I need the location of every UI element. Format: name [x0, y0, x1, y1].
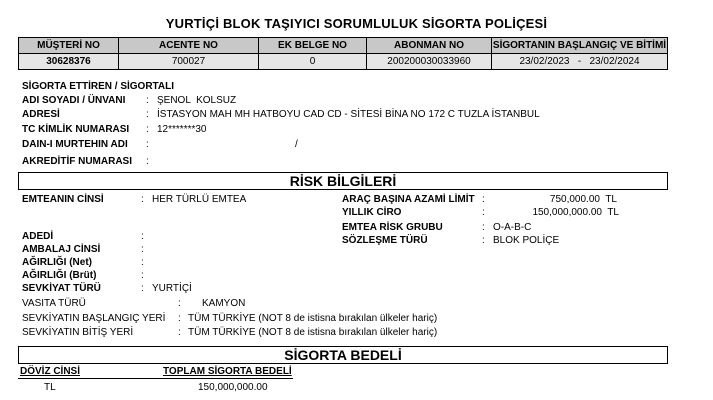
goods-type-sep: : — [141, 194, 144, 205]
insured-tc-label: TC KİMLİK NUMARASI — [22, 124, 130, 135]
insured-name-value: ŞENOL KOLSUZ — [157, 95, 237, 106]
start-location-label: SEVKİYATIN BAŞLANGIÇ YERİ — [22, 313, 166, 324]
header-table-columns — [19, 38, 668, 54]
end-location-value: TÜM TÜRKİYE (NOT 8 de istisna bırakılan ülkeler hariç) — [188, 327, 438, 338]
col-subscription-no: ABONMAN NO — [367, 38, 492, 54]
col-policy-period: SİGORTANIN BAŞLANGIÇ VE BİTİMİ — [492, 38, 668, 54]
letter-of-credit-label: AKREDİTİF NUMARASI — [22, 156, 132, 167]
packaging-label: AMBALAJ CİNSİ — [22, 244, 101, 255]
vehicle-type-label: VASITA TÜRÜ — [22, 298, 86, 309]
insured-address-value: İSTASYON MAH MH HATBOYU CAD CD - SİTESİ BİNA NO 172 C TUZLA İSTANBUL — [157, 109, 540, 120]
policy-header-table — [18, 37, 668, 70]
contract-type-value: BLOK POLİÇE — [493, 235, 560, 246]
policy-period-value: 23/02/2023 - 23/02/2024 — [492, 54, 668, 70]
annual-turnover-value: 150,000,000.00 TL — [532, 207, 619, 218]
vehicle-limit-value: 750,000.00 TL — [549, 194, 617, 205]
vehicle-limit-label: ARAÇ BAŞINA AZAMİ LİMİT — [342, 194, 475, 205]
insured-address-label: ADRESİ — [22, 109, 60, 120]
net-weight-sep: : — [141, 257, 144, 268]
pledgee-slash: / — [295, 139, 298, 150]
risk-group-label: EMTEA RİSK GRUBU — [342, 222, 443, 233]
packaging-sep: : — [141, 244, 144, 255]
agent-no-value: 700027 — [119, 54, 259, 70]
quantity-sep: : — [141, 231, 144, 242]
end-location-sep: : — [178, 327, 181, 338]
col-endorsement-no: EK BELGE NO — [259, 38, 367, 54]
pledgee-sep: : — [146, 139, 149, 150]
sum-insured-divider — [18, 378, 293, 379]
risk-group-value: O-A-B-C — [493, 222, 532, 233]
letter-of-credit-sep: : — [146, 156, 149, 167]
customer-no-value: 30628376 — [19, 54, 119, 70]
vehicle-limit-sep: : — [482, 194, 485, 205]
total-sum-value: 150,000,000.00 — [198, 382, 268, 393]
shipment-type-label: SEVKİYAT TÜRÜ — [22, 283, 101, 294]
currency-header: DÖVİZ CİNSİ — [20, 366, 81, 377]
vehicle-type-value: KAMYON — [202, 298, 246, 309]
insured-address-sep: : — [146, 109, 149, 120]
annual-turnover-label: YILLIK CİRO — [342, 207, 402, 218]
insured-tc-value: 12*******30 — [157, 124, 207, 135]
goods-type-value: HER TÜRLÜ EMTEA — [152, 194, 247, 205]
annual-turnover-sep: : — [482, 207, 485, 218]
policy-title: YURTİÇİ BLOK TAŞIYICI SORUMLULUK SİGORTA POLİÇESİ — [165, 16, 548, 31]
goods-type-label: EMTEANIN CİNSİ — [22, 194, 104, 205]
insured-name-sep: : — [146, 95, 149, 106]
start-location-sep: : — [178, 313, 181, 324]
insured-section-label: SİGORTA ETTİREN / SİGORTALI — [22, 81, 175, 92]
net-weight-label: AĞIRLIĞI (Net) — [22, 257, 92, 268]
risk-section-heading: RİSK BİLGİLERİ — [18, 172, 668, 190]
col-customer-no: MÜŞTERİ NO — [19, 38, 119, 54]
col-agent-no: ACENTE NO — [119, 38, 259, 54]
quantity-label: ADEDİ — [22, 231, 54, 242]
contract-type-label: SÖZLEŞME TÜRÜ — [342, 235, 428, 246]
vehicle-type-sep: : — [178, 298, 181, 309]
total-sum-header: TOPLAM SİGORTA BEDELİ — [163, 366, 292, 377]
insured-name-label: ADI SOYADI / ÜNVANI — [22, 95, 126, 106]
shipment-type-sep: : — [141, 283, 144, 294]
gross-weight-sep: : — [141, 270, 144, 281]
endorsement-no-value: 0 — [259, 54, 367, 70]
sum-insured-heading: SİGORTA BEDELİ — [18, 346, 668, 364]
risk-group-sep: : — [482, 222, 485, 233]
pledgee-label: DAIN-I MURTEHIN ADI — [22, 139, 128, 150]
currency-value: TL — [44, 382, 56, 393]
start-location-value: TÜM TÜRKİYE (NOT 8 de istisna bırakılan ülkeler hariç) — [188, 313, 438, 324]
shipment-type-value: YURTİÇİ — [152, 283, 192, 294]
header-table-values — [19, 54, 668, 70]
contract-type-sep: : — [482, 235, 485, 246]
end-location-label: SEVKİYATIN BİTİŞ YERİ — [22, 327, 134, 338]
gross-weight-label: AĞIRLIĞI (Brüt) — [22, 270, 97, 281]
subscription-no-value: 200200030033960 — [367, 54, 492, 70]
insured-tc-sep: : — [146, 124, 149, 135]
